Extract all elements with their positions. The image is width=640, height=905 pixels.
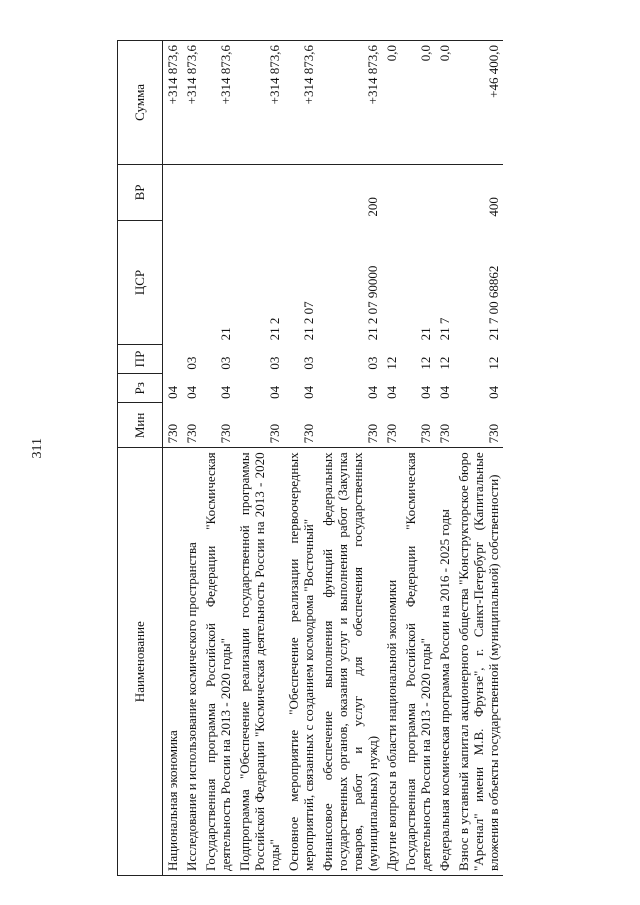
row-vr bbox=[435, 164, 454, 220]
row-min: 730 bbox=[165, 423, 180, 444]
row-csr: 21 bbox=[418, 327, 433, 341]
row-rz: 04 bbox=[437, 385, 452, 399]
row-vr bbox=[182, 164, 201, 220]
table-row bbox=[435, 41, 454, 876]
row-csr: 21 7 00 68862 bbox=[486, 265, 501, 341]
row-pr: 12 bbox=[486, 356, 501, 370]
table-header-row bbox=[118, 41, 163, 876]
budget-table bbox=[117, 40, 503, 876]
row-name: Основное мероприятие "Обеспечение реализации первоочередных мероприятий, связанных с созданием космодрома "Восточный" bbox=[284, 448, 318, 876]
row-min: 730 bbox=[486, 423, 501, 444]
row-name: Финансовое обеспечение выполнения функций федеральных государственных органов, оказания услуг и выполнения работ (Закупка товаров, работ и услуг для обеспечения государственных (муниципальных) нужд) bbox=[318, 448, 382, 876]
row-vr: 400 bbox=[486, 197, 501, 217]
row-sum: +314 873,6 bbox=[163, 41, 183, 165]
row-rz: 04 bbox=[165, 385, 180, 399]
row-name: Подпрограмма "Обеспечение реализации государственной программы Российской Федерации "Космическая деятельность России на 2013 - 2020 годы" bbox=[235, 448, 284, 876]
row-name: Взнос в уставный капитал акционерного общества "Конструкторское бюро "Арсенал" имени М.В. Фрунзе", г. Санкт-Петербург (Капитальные вложения в объекты государственной (муниципальной) собственности) bbox=[454, 448, 503, 876]
row-csr: 21 2 07 bbox=[301, 301, 316, 341]
row-min: 730 bbox=[184, 423, 199, 444]
row-pr: 03 bbox=[218, 356, 233, 370]
header-csr: ЦСР bbox=[118, 221, 163, 345]
budget-table-sheet bbox=[117, 40, 634, 876]
row-pr: 12 bbox=[418, 356, 433, 370]
row-rz: 04 bbox=[486, 385, 501, 399]
header-pr: ПР bbox=[118, 344, 163, 373]
row-vr bbox=[235, 164, 284, 220]
table-row bbox=[182, 41, 201, 876]
table-row bbox=[382, 41, 401, 876]
row-pr: 03 bbox=[301, 356, 316, 370]
table-row bbox=[454, 41, 503, 876]
row-sum: +314 873,6 bbox=[284, 41, 318, 165]
header-sum: Сумма bbox=[118, 41, 163, 165]
row-pr: 12 bbox=[437, 356, 452, 370]
row-rz: 04 bbox=[384, 385, 399, 399]
row-min: 730 bbox=[384, 423, 399, 444]
table-row bbox=[163, 41, 183, 876]
table-row bbox=[284, 41, 318, 876]
row-name: Национальная экономика bbox=[163, 448, 183, 876]
row-name: Федеральная космическая программа России на 2016 - 2025 годы bbox=[435, 448, 454, 876]
row-vr bbox=[382, 164, 401, 220]
row-rz: 04 bbox=[301, 385, 316, 399]
row-csr: 21 7 bbox=[437, 317, 452, 341]
row-csr: 21 2 bbox=[267, 317, 282, 341]
row-sum: 0,0 bbox=[401, 41, 435, 165]
table-row bbox=[235, 41, 284, 876]
table-row bbox=[401, 41, 435, 876]
row-sum: +314 873,6 bbox=[235, 41, 284, 165]
row-vr bbox=[284, 164, 318, 220]
row-rz: 04 bbox=[365, 385, 380, 399]
header-min: Мин bbox=[118, 403, 163, 448]
row-vr bbox=[401, 164, 435, 220]
header-rz: Рз bbox=[118, 374, 163, 403]
row-csr: 21 2 07 90000 bbox=[365, 265, 380, 341]
page-number: 311 bbox=[30, 438, 45, 459]
row-sum: 0,0 bbox=[382, 41, 401, 165]
row-sum: +314 873,6 bbox=[318, 41, 382, 165]
row-name: Другие вопросы в области национальной экономики bbox=[382, 448, 401, 876]
table-row bbox=[318, 41, 382, 876]
row-csr bbox=[382, 221, 401, 345]
row-pr bbox=[163, 344, 183, 373]
row-rz: 04 bbox=[418, 385, 433, 399]
row-rz: 04 bbox=[184, 385, 199, 399]
header-name: Наименование bbox=[118, 448, 163, 876]
row-min: 730 bbox=[301, 423, 316, 444]
row-vr bbox=[163, 164, 183, 220]
row-pr: 03 bbox=[365, 356, 380, 370]
row-vr: 200 bbox=[365, 197, 380, 217]
row-csr bbox=[163, 221, 183, 345]
row-name: Государственная программа Российской Федерации "Космическая деятельность России на 2013 - 2020 годы" bbox=[401, 448, 435, 876]
header-vr: ВР bbox=[118, 164, 163, 220]
row-min: 730 bbox=[365, 423, 380, 444]
row-rz: 04 bbox=[267, 385, 282, 399]
row-min: 730 bbox=[437, 423, 452, 444]
row-sum: +314 873,6 bbox=[201, 41, 235, 165]
row-sum: +46 400,0 bbox=[454, 41, 503, 165]
row-csr: 21 bbox=[218, 327, 233, 341]
row-pr: 12 bbox=[384, 356, 399, 370]
row-min: 730 bbox=[267, 423, 282, 444]
row-min: 730 bbox=[218, 423, 233, 444]
row-pr: 03 bbox=[267, 356, 282, 370]
row-name: Государственная программа Российской Федерации "Космическая деятельность России на 2013 - 2020 годы" bbox=[201, 448, 235, 876]
row-sum: +314 873,6 bbox=[182, 41, 201, 165]
row-csr bbox=[182, 221, 201, 345]
row-sum: 0,0 bbox=[435, 41, 454, 165]
row-name: Исследование и использование космического пространства bbox=[182, 448, 201, 876]
row-vr bbox=[201, 164, 235, 220]
table-row bbox=[201, 41, 235, 876]
row-rz: 04 bbox=[218, 385, 233, 399]
row-min: 730 bbox=[418, 423, 433, 444]
row-pr: 03 bbox=[184, 356, 199, 370]
